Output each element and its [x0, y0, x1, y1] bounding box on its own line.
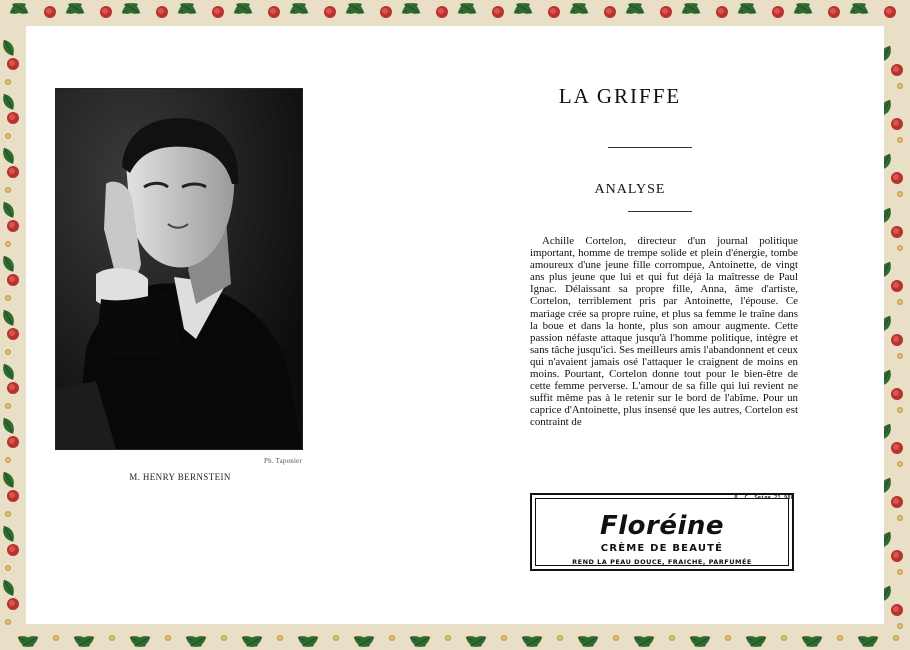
rose-motif	[7, 274, 19, 286]
rose-motif	[7, 220, 19, 232]
bud-motif	[165, 635, 171, 641]
bud-motif	[897, 407, 903, 413]
rose-motif	[891, 172, 903, 184]
bud-motif	[5, 241, 11, 247]
rose-motif	[891, 280, 903, 292]
rose-motif	[156, 6, 168, 18]
bud-motif	[725, 635, 731, 641]
advertisement-brand: Floréine	[599, 511, 725, 541]
rose-motif	[884, 6, 896, 18]
bud-motif	[5, 565, 11, 571]
advertisement	[530, 493, 794, 571]
rose-motif	[891, 496, 903, 508]
bud-motif	[669, 635, 675, 641]
rose-motif	[380, 6, 392, 18]
article-subtitle: ANALYSE	[594, 182, 666, 197]
rose-motif	[492, 6, 504, 18]
rose-motif	[7, 328, 19, 340]
bud-motif	[5, 79, 11, 85]
bud-motif	[5, 403, 11, 409]
bud-motif	[897, 137, 903, 143]
bud-motif	[109, 635, 115, 641]
rose-motif	[891, 118, 903, 130]
bud-motif	[897, 353, 903, 359]
rose-motif	[44, 6, 56, 18]
rose-motif	[324, 6, 336, 18]
rose-motif	[7, 598, 19, 610]
bud-motif	[781, 635, 787, 641]
rose-motif	[7, 382, 19, 394]
title-divider	[608, 147, 692, 148]
photo-credit: Ph. Taponier	[264, 457, 302, 465]
rose-motif	[7, 58, 19, 70]
portrait-photo	[55, 88, 303, 450]
bud-motif	[557, 635, 563, 641]
bud-motif	[897, 515, 903, 521]
rose-motif	[716, 6, 728, 18]
rose-motif	[268, 6, 280, 18]
rose-motif	[436, 6, 448, 18]
rose-motif	[772, 6, 784, 18]
bud-motif	[389, 635, 395, 641]
bud-motif	[5, 511, 11, 517]
bud-motif	[501, 635, 507, 641]
rose-motif	[212, 6, 224, 18]
rose-motif	[891, 388, 903, 400]
bud-motif	[445, 635, 451, 641]
bud-motif	[897, 191, 903, 197]
bud-motif	[5, 295, 11, 301]
advertisement-inner-frame	[535, 498, 789, 566]
advertisement-tagline: REND LA PEAU DOUCE, FRAICHE, PARFUMÉE	[572, 558, 752, 566]
bud-motif	[53, 635, 59, 641]
bud-motif	[5, 619, 11, 625]
bud-motif	[5, 187, 11, 193]
rose-motif	[7, 166, 19, 178]
rose-motif	[548, 6, 560, 18]
rose-motif	[891, 604, 903, 616]
rose-motif	[7, 436, 19, 448]
advertisement-reference: R. C. Seine 21.988	[734, 495, 794, 501]
bud-motif	[897, 623, 903, 629]
bud-motif	[897, 461, 903, 467]
bud-motif	[837, 635, 843, 641]
rose-motif	[891, 64, 903, 76]
bud-motif	[897, 245, 903, 251]
bud-motif	[897, 83, 903, 89]
bud-motif	[333, 635, 339, 641]
rose-motif	[604, 6, 616, 18]
bud-motif	[893, 635, 899, 641]
bud-motif	[5, 349, 11, 355]
bud-motif	[897, 569, 903, 575]
bud-motif	[5, 457, 11, 463]
advertisement-product: CRÈME DE BEAUTÉ	[600, 543, 724, 554]
bud-motif	[277, 635, 283, 641]
rose-motif	[660, 6, 672, 18]
rose-motif	[891, 550, 903, 562]
subtitle-divider	[628, 211, 692, 212]
rose-motif	[100, 6, 112, 18]
rose-motif	[7, 490, 19, 502]
article-title: LA GRIFFE	[558, 84, 682, 108]
rose-motif	[7, 544, 19, 556]
rose-motif	[891, 334, 903, 346]
rose-motif	[891, 442, 903, 454]
bud-motif	[221, 635, 227, 641]
bud-motif	[613, 635, 619, 641]
rose-motif	[891, 226, 903, 238]
article-body: Achille Cortelon, directeur d'un journal politique important, homme de trempe solide et plein d'énergie, tombe amoureux d'une jeune fille corrompue, Antoinette, de vingt ans plus jeune que lui et qui fut déjà la maîtresse de Paul Ignac. Délaissant sa propre fille, Anna, âme d'artiste, Cortelon, terriblement pris par Antoinette, l'épouse. Ce mariage crée sa propre ruine, et plus sa femme le traîne dans la boue et dans la honte, plus son amour augmente. Cette passion néfaste attaque jusqu'à l'homme politique, intègre et sans tâche jusqu'ici. Ses meilleurs amis l'abandonnent et ceux qui n'avaient jamais osé l'attaquer le craignent de moins en moins. Pourtant, Cortelon donne tout pour le bien-être de cette femme perverse. L'amour de sa fille qui lui revient ne suffit même pas à le retenir sur le bord de l'abîme. Pour un caprice d'Antoinette, plus insensé que les autres, Cortelon est contraint de	[530, 235, 798, 429]
bud-motif	[897, 299, 903, 305]
photo-caption: M. HENRY BERNSTEIN	[129, 472, 231, 482]
rose-motif	[7, 112, 19, 124]
rose-motif	[828, 6, 840, 18]
bud-motif	[5, 133, 11, 139]
